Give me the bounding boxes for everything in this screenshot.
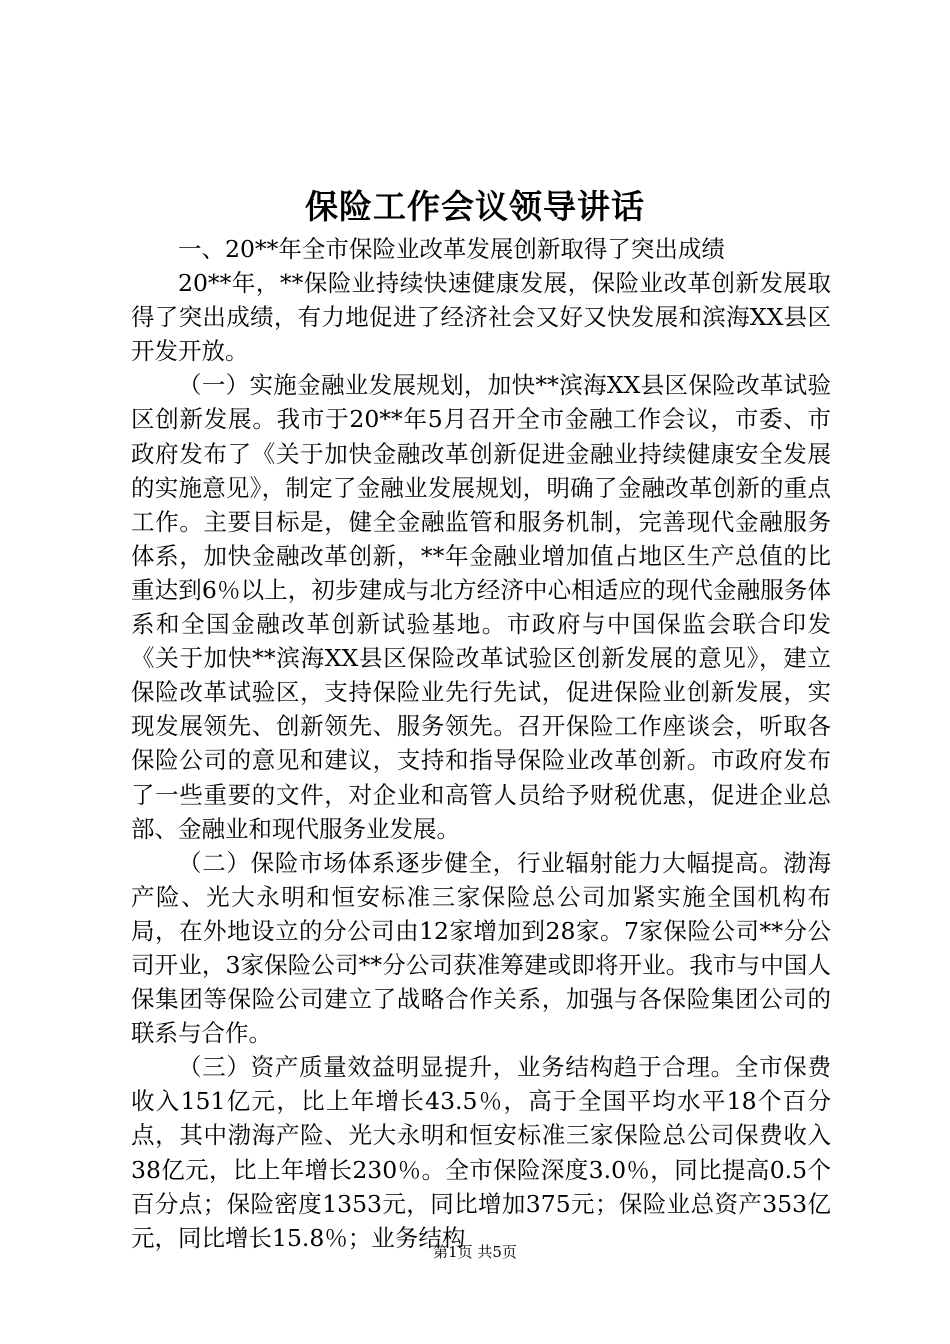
section-heading: 一、20**年全市保险业改革发展创新取得了突出成绩 — [178, 235, 725, 263]
paragraph: 20**年，**保险业持续快速健康发展，保险业改革创新发展取得了突出成绩，有力地促进了经济社会又好又快发展和滨海XX县区开发开放。 — [131, 269, 831, 366]
document-title: 保险工作会议领导讲话 — [305, 187, 645, 226]
paragraph: （二）保险市场体系逐步健全，行业辐射能力大幅提高。渤海产险、光大永明和恒安标准三家保险总公司加紧实施全国机构布局，在外地设立的分公司由12家增加到28家。7家保险公司**分公司开业，3家保险公司**分公司获准筹建或即将开业。我市与中国人保集团等保险公司建立了战略合作关系，加强与各保险集团公司的联系与合作。 — [131, 848, 831, 1048]
paragraph: （三）资产质量效益明显提升，业务结构趋于合理。全市保费收入151亿元，比上年增长43.5％，高于全国平均水平18个百分点，其中渤海产险、光大永明和恒安标准三家保险总公司保费收入38亿元，比上年增长230％。全市保险深度3.0％，同比提高0.5个百分点；保险密度1353元，同比增加375元；保险业总资产353亿元，同比增长15.8％；业务结构 — [131, 1053, 831, 1252]
paragraph: （一）实施金融业发展规划，加快**滨海XX县区保险改革试验区创新发展。我市于20**年5月召开全市金融工作会议，市委、市政府发布了《关于加快金融改革创新促进金融业持续健康安全发展的实施意见》，制定了金融业发展规划，明确了金融改革创新的重点工作。主要目标是，健全金融监管和服务机制，完善现代金融服务体系，加快金融改革创新，**年金融业增加值占地区生产总值的比重达到6％以上，初步建成与北方经济中心相适应的现代金融服务体系和全国金融改革创新试验基地。市政府与中国保监会联合印发《关于加快**滨海XX县区保险改革试验区创新发展的意见》，建立保险改革试验区，支持保险业先行先试，促进保险业创新发展，实现发展领先、创新领先、服务领先。召开保险工作座谈会，听取各保险公司的意见和建议，支持和指导保险业改革创新。市政府发布了一些重要的文件，对企业和高管人员给予财税优惠，促进企业总部、金融业和现代服务业发展。 — [131, 371, 831, 843]
document-body — [131, 232, 831, 1255]
page-number-footer: 第1页 共5页 — [433, 1243, 517, 1261]
